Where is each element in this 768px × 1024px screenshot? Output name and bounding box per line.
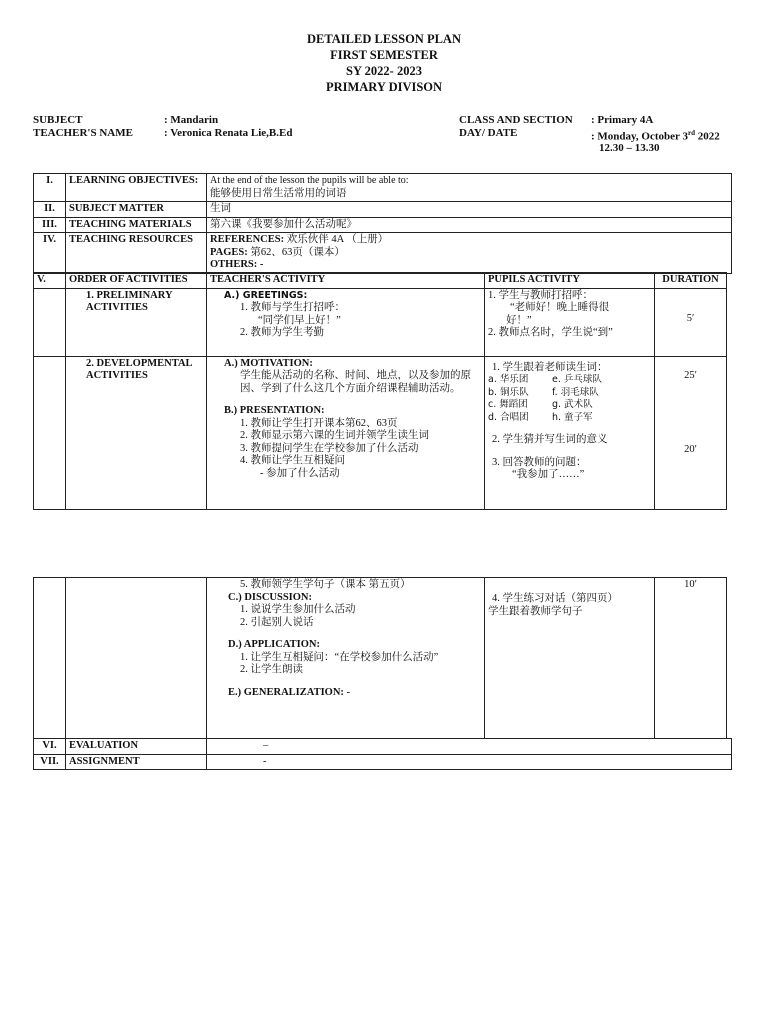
row-label: TEACHING MATERIALS (66, 217, 207, 233)
header-duration: DURATION (655, 273, 727, 289)
activities-table (33, 272, 727, 510)
doc-semester: FIRST SEMESTER (330, 48, 438, 62)
developmental-row (34, 356, 727, 509)
date-label: DAY/ DATE (459, 127, 518, 139)
subject-label: SUBJECT (33, 114, 83, 126)
row-number: I. (34, 174, 66, 202)
subject-value: : Mandarin (164, 114, 219, 126)
row-number: IV. (34, 233, 66, 274)
lesson-info-table (33, 173, 732, 274)
row-content: – (207, 739, 732, 755)
row-learning-objectives (34, 174, 732, 202)
evaluation-table (33, 738, 732, 770)
row-number: II. (34, 202, 66, 218)
continued-duration: 10′ (655, 578, 727, 739)
row-assignment (34, 754, 732, 770)
row-content: 生词 (207, 202, 732, 218)
row-label: SUBJECT MATTER (66, 202, 207, 218)
preliminary-duration: 5′ (655, 288, 727, 356)
row-number: III. (34, 217, 66, 233)
preliminary-row (34, 288, 727, 356)
date-value: : Monday, October 3rd 2022 (591, 129, 720, 143)
row-number: VI. (34, 739, 66, 755)
class-value: : Primary 4A (591, 114, 654, 126)
header-number: V. (34, 273, 66, 289)
developmental-teacher: A.) MOTIVATION: 学生能从活动的名称、时间、地点，以及参加的原因、学到了什么这几个方面介绍课程辅助活动。 B.) PRESENTATION: 1. 教师让学生打开课本第62、63页 2. 教师显示第六课的生词并领学生读生词 3. 教师提问学生在学校参加了什么活动 4. 教师让学生互相疑问 - 参加了什么活动 (207, 356, 485, 509)
activities-continued-table (33, 577, 727, 739)
developmental-label: 2. DEVELOPMENTAL ACTIVITIES (66, 356, 207, 509)
teacher-value: : Veronica Renata Lie,B.Ed (164, 127, 293, 139)
row-label: TEACHING RESOURCES (66, 233, 207, 274)
preliminary-teacher: A.) GREETINGS: 1. 教师与学生打招呼： “同学们早上好！” 2. 教师为学生考勤 (207, 288, 485, 356)
row-label: ASSIGNMENT (66, 754, 207, 770)
row-content: - (207, 754, 732, 770)
row-subject-matter (34, 202, 732, 218)
class-label: CLASS AND SECTION (459, 114, 573, 126)
doc-title: DETAILED LESSON PLAN (307, 32, 461, 46)
developmental-pupils: 1. 学生跟着老师读生词： a. 华乐团 e. 乒乓球队 b. 铜乐队 f. 羽毛球队 c. 舞蹈团 g. 武术队 d. 合唱团 h. 童子军 2. 学生猜并写生词的意义 3. 回答教师的问题： “我参加了……” (485, 356, 655, 509)
row-label: LEARNING OBJECTIVES: (66, 174, 207, 202)
row-number: VII. (34, 754, 66, 770)
empty-cell (34, 356, 66, 509)
row-evaluation (34, 739, 732, 755)
row-label: EVALUATION (66, 739, 207, 755)
row-content: REFERENCES: 欢乐伙伴 4A （上册） PAGES: 第62、63页（课本） OTHERS: - (207, 233, 732, 274)
empty-cell (66, 578, 207, 739)
empty-cell (34, 578, 66, 739)
continued-teacher: 5. 教师领学生学句子（课本 第五页） C.) DISCUSSION: 1. 说说学生参加什么活动 2. 引起别人说话 D.) APPLICATION: 1. 让学生互相疑问：“在学校参加什么活动” 2. 让学生朗读 E.) GENERALIZATION: - (207, 578, 485, 739)
row-content: At the end of the lesson the pupils will be able to: 能够使用日常生活常用的词语 (207, 174, 732, 202)
empty-cell (34, 288, 66, 356)
preliminary-label: 1. PRELIMINARY ACTIVITIES (66, 288, 207, 356)
header-order: ORDER OF ACTIVITIES (66, 273, 207, 289)
developmental-duration: 25′ 20′ (655, 356, 727, 509)
time-value: 12.30 – 13.30 (599, 142, 660, 154)
row-teaching-resources (34, 233, 732, 274)
activities-header-row (34, 273, 727, 289)
doc-division: PRIMARY DIVISON (325, 80, 443, 94)
header-teacher-activity: TEACHER'S ACTIVITY (207, 273, 485, 289)
doc-school-year: SY 2022- 2023 (346, 64, 422, 78)
row-teaching-materials (34, 217, 732, 233)
row-content: 第六课《我要参加什么活动呢》 (207, 217, 732, 233)
preliminary-pupils: 1. 学生与教师打招呼： “老师好！晚上睡得很 好！” 2. 教师点名时，学生说“到” (485, 288, 655, 356)
continued-pupils: 4. 学生练习对话（第四页） 学生跟着教师学句子 (485, 578, 655, 739)
header-pupils-activity: PUPILS ACTIVITY (485, 273, 655, 289)
teacher-label: TEACHER'S NAME (33, 127, 133, 139)
developmental-continued-row (34, 578, 727, 739)
